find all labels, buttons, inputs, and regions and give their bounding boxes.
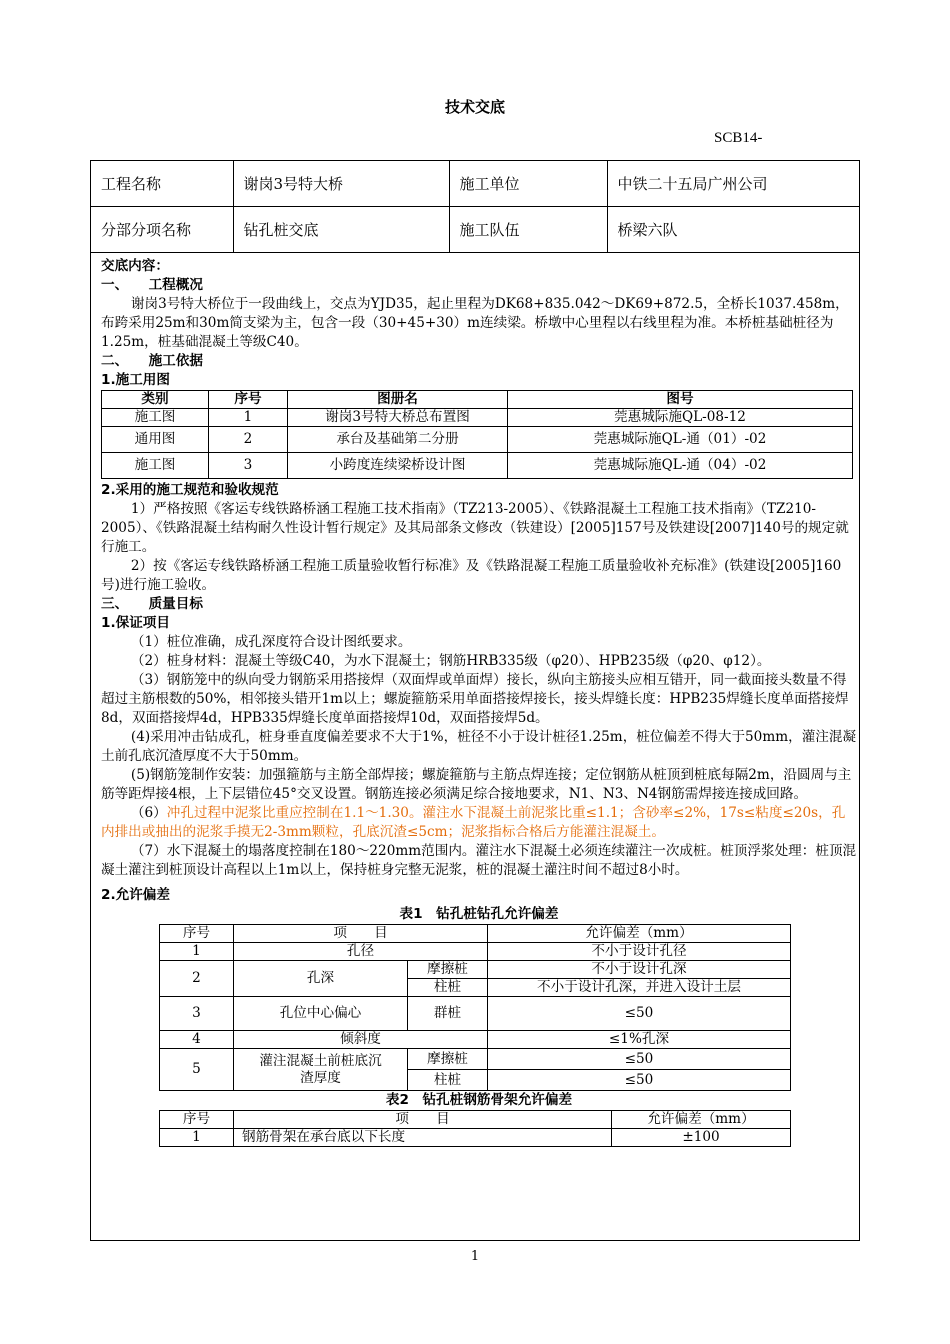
- section-2-subtitle-2: 2.采用的施工规范和验收规范: [101, 482, 279, 498]
- table-row: [160, 961, 791, 979]
- table-row: [102, 409, 853, 427]
- table-1-header: 项 目: [234, 925, 488, 943]
- section-3-subtitle-2: 2.允许偏差: [101, 887, 170, 903]
- table-2: [159, 1110, 791, 1147]
- section-2-paragraph-2: 2）按《客运专线铁路桥涵工程施工质量验收暂行标准》及《铁路混凝工程施工质量验收补充标准》(铁建设[2005]160号)进行施工验收。: [101, 558, 842, 593]
- table-row: [102, 427, 853, 453]
- table-cell: 孔径: [234, 943, 488, 961]
- guarantee-item: （1）桩位准确，成孔深度符合设计图纸要求。: [130, 634, 412, 650]
- table-cell: ≤50: [488, 1049, 791, 1070]
- team-value: 桥梁六队: [607, 207, 859, 253]
- part-label: 分部分项名称: [91, 207, 233, 253]
- unit-value: 中铁二十五局广州公司: [607, 161, 859, 207]
- document-frame: [90, 160, 860, 1241]
- content-body: [101, 257, 857, 1147]
- table-1-caption: 表1 钻孔桩钻孔允许偏差: [399, 906, 559, 922]
- item-6-prefix: （6）: [130, 805, 167, 821]
- table-1: [159, 924, 791, 1091]
- table-row: [160, 1129, 791, 1147]
- table-cell: 柱桩: [408, 1070, 488, 1091]
- table-cell: 孔位中心偏心: [234, 997, 408, 1031]
- drawings-header: 图册名: [288, 391, 508, 409]
- team-label: 施工队伍: [449, 207, 607, 253]
- table-cell: 摩擦桩: [408, 1049, 488, 1070]
- section-2-paragraph-1: 1）严格按照《客运专线铁路桥涵工程施工技术指南》（TZ213-2005）、《铁路混凝土工程施工技术指南》（TZ210-2005）、《铁路混凝土结构耐久性设计暂行规定》及其局部条文修改（铁建设）[2005]157号及铁建设[2007]140号的规定就行施工。: [101, 501, 849, 555]
- drawings-header: 图号: [508, 391, 853, 409]
- table-cell: 谢岗3号特大桥总布置图: [288, 409, 508, 427]
- table-cell: ≤1%孔深: [488, 1031, 791, 1049]
- table-cell: 施工图: [102, 453, 209, 479]
- section-1-title: 一、 工程概况: [101, 277, 203, 293]
- table-2-caption: 表2 钻孔桩钢筋骨架允许偏差: [385, 1092, 573, 1108]
- drawings-header: 序号: [209, 391, 288, 409]
- table-cell: 2: [209, 427, 288, 453]
- section-3-title: 三、 质量目标: [101, 596, 203, 612]
- header-table: [91, 161, 859, 253]
- section-2-title: 二、 施工依据: [101, 353, 203, 369]
- doc-title: 技术交底: [444, 98, 505, 116]
- table-cell: 1: [160, 1129, 234, 1147]
- table-cell: 施工图: [102, 409, 209, 427]
- unit-label: 施工单位: [449, 161, 607, 207]
- table-cell: ≤50: [488, 1070, 791, 1091]
- table-cell: 3: [160, 997, 234, 1031]
- project-value: 谢岗3号特大桥: [233, 161, 449, 207]
- table-cell: 承台及基础第二分册: [288, 427, 508, 453]
- table-cell: 2: [160, 961, 234, 997]
- section-1-paragraph: 谢岗3号特大桥位于一段曲线上，交点为YJD35，起止里程为DK68+835.042～DK69+872.5，全桥长1037.458m，布跨采用25m和30m简支梁为主，包含一段（30+45+30）m连续梁。桥墩中心里程以右线里程为准。本桥桩基础桩径为1.25m，桩基础混凝土等级C40。: [101, 296, 849, 350]
- table-cell: 摩擦桩: [408, 961, 488, 979]
- guarantee-item-6: [101, 804, 857, 842]
- table-1-header: 允许偏差（mm）: [488, 925, 791, 943]
- section-3-subtitle-1: 1.保证项目: [101, 615, 170, 631]
- table-cell: 4: [160, 1031, 234, 1049]
- table-cell: 钢筋骨架在承台底以下长度: [234, 1129, 612, 1147]
- table-2-header: 序号: [160, 1111, 234, 1129]
- table-cell: 通用图: [102, 427, 209, 453]
- table-cell: 莞惠城际施QL-通（01）-02: [508, 427, 853, 453]
- table-cell: 不小于设计孔深，并进入设计土层: [488, 979, 791, 997]
- table-cell: ±100: [612, 1129, 791, 1147]
- table-cell: 小跨度连续梁桥设计图: [288, 453, 508, 479]
- project-label: 工程名称: [91, 161, 233, 207]
- guarantee-item: （2）桩身材料：混凝土等级C40，为水下混凝土；钢筋HRB335级（φ20）、HPB235级（φ20、φ12）。: [130, 653, 771, 669]
- table-cell: 1: [209, 409, 288, 427]
- doc-code: SCB14-: [714, 130, 763, 146]
- table-cell: 1: [160, 943, 234, 961]
- page-number: 1: [470, 1249, 480, 1264]
- table-row: [102, 453, 853, 479]
- table-row: [160, 1031, 791, 1049]
- table-cell: 不小于设计孔深: [488, 961, 791, 979]
- table-2-header: 项 目: [234, 1111, 612, 1129]
- section-2-subtitle-1: 1.施工用图: [101, 372, 170, 388]
- drawings-table: [101, 390, 853, 479]
- item-6-highlight: 冲孔过程中泥浆比重应控制在1.1～1.30。灌注水下混凝土前泥浆比重≤1.1；含砂率≤2%，17s≤粘度≤20s，孔内排出或抽出的泥浆手摸无2-3mm颗粒，孔底沉渣≤5cm；泥浆指标合格后方能灌注混凝土。: [101, 805, 846, 840]
- table-row: [160, 943, 791, 961]
- drawings-header: 类别: [102, 391, 209, 409]
- table-cell: ≤50: [488, 997, 791, 1031]
- table-cell: 莞惠城际施QL-通（04）-02: [508, 453, 853, 479]
- table-cell: 不小于设计孔径: [488, 943, 791, 961]
- table-cell: 群桩: [408, 997, 488, 1031]
- part-value: 钻孔桩交底: [233, 207, 449, 253]
- guarantee-item-7: （7）水下混凝土的塌落度控制在180～220mm范围内。灌注水下混凝土必须连续灌注一次成桩。桩顶浮浆处理：桩顶混凝土灌注到桩顶设计高程以上1m以上，保持桩身完整无泥浆，桩的混凝土灌注时间不超过8小时。: [101, 843, 857, 878]
- table-cell: 孔深: [234, 961, 408, 997]
- guarantee-item: (5)钢筋笼制作安装：加强箍筋与主筋全部焊接；螺旋箍筋与主筋点焊连接；定位钢筋从桩顶到桩底每隔2m，沿圆周与主筋等距焊接4根，上下层错位45°交叉设置。钢筋连接必须满足综合接地要求，N1、N3、N4钢筋需焊接连接成回路。: [101, 767, 852, 802]
- guarantee-item: （3）钢筋笼中的纵向受力钢筋采用搭接焊（双面焊或单面焊）接长，纵向主筋接头应相互错开，同一截面接头数量不得超过主筋根数的50%，相邻接头错开1m以上；螺旋箍筋采用单面搭接焊接长，接头焊缝长度：HPB235焊缝长度单面搭接焊8d，双面搭接焊4d，HPB335焊缝长度单面搭接焊10d，双面搭接焊5d。: [101, 672, 849, 726]
- table-row: [160, 997, 791, 1031]
- guarantee-item: (4)采用冲击钻成孔，桩身垂直度偏差要求不大于1%，桩径不小于设计桩径1.25m，桩位偏差不得大于50mm，灌注混凝土前孔底沉渣厚度不大于50mm。: [101, 729, 857, 764]
- table-cell: 莞惠城际施QL-08-12: [508, 409, 853, 427]
- table-cell: 灌注混凝土前桩底沉渣厚度: [234, 1049, 408, 1091]
- intro-heading: 交底内容：: [101, 258, 169, 274]
- table-row: [160, 1049, 791, 1070]
- table-2-header: 允许偏差（mm）: [612, 1111, 791, 1129]
- table-cell: 3: [209, 453, 288, 479]
- table-cell: 倾斜度: [234, 1031, 488, 1049]
- table-1-header: 序号: [160, 925, 234, 943]
- table-cell: 5: [160, 1049, 234, 1091]
- table-cell: 柱桩: [408, 979, 488, 997]
